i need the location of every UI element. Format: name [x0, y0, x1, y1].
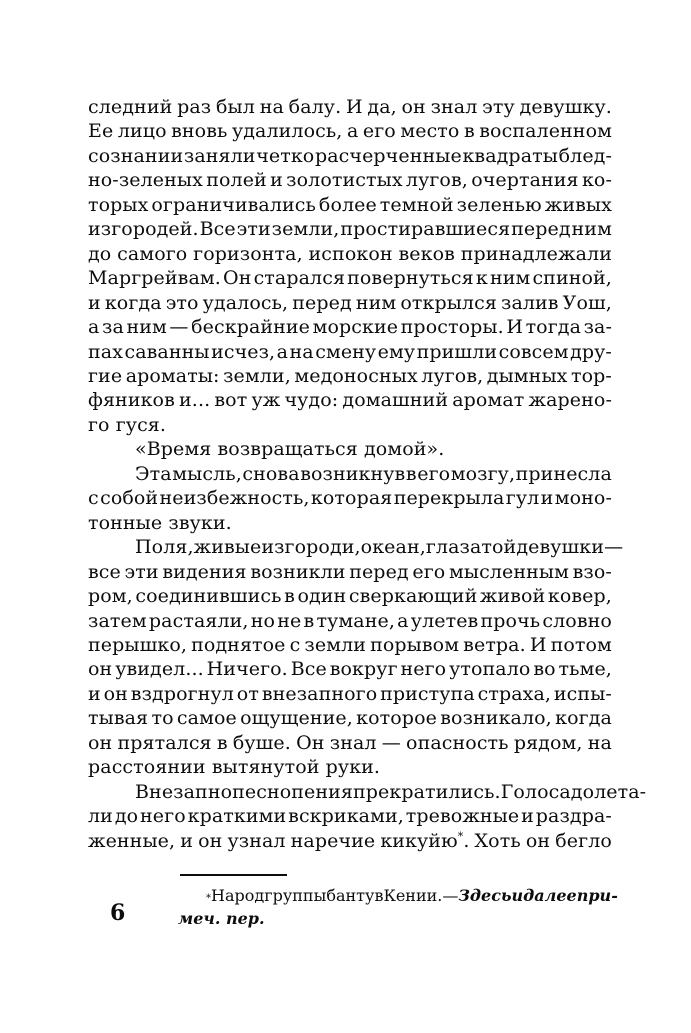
text-line	[88, 388, 612, 412]
word: более	[318, 193, 377, 216]
word: изгородей.	[88, 218, 199, 241]
word: лугов,	[405, 169, 468, 192]
text-line: «Время возвращаться домой».	[135, 438, 445, 461]
footnote-marker: *	[457, 829, 464, 843]
word: видения	[162, 560, 247, 583]
word: наречие	[290, 829, 376, 852]
word: за	[102, 316, 124, 339]
word: веков	[398, 242, 455, 265]
text-line	[88, 144, 612, 168]
word: живой	[479, 585, 546, 608]
word: перед	[511, 218, 571, 241]
text-line: го гуся.	[88, 413, 167, 436]
word: к	[475, 267, 488, 290]
word: просторы.	[400, 316, 504, 339]
word: ко-	[581, 169, 612, 192]
word: квадраты	[462, 144, 558, 167]
word: словно	[542, 609, 612, 632]
word: в	[463, 120, 475, 143]
word: чудо:	[284, 389, 339, 412]
word: перед	[292, 291, 352, 314]
word: и	[511, 886, 524, 905]
word: в	[374, 886, 384, 905]
word: ощущение,	[240, 707, 353, 730]
word: ним	[126, 316, 167, 339]
paragraph	[88, 95, 612, 437]
word: балу.	[288, 96, 342, 118]
word: ограничивались	[151, 193, 316, 216]
word: в	[405, 462, 417, 485]
word: тор-	[571, 364, 612, 387]
word: ему	[377, 340, 416, 363]
word: с	[289, 633, 301, 656]
footnote-segment: меч. пер.	[178, 908, 265, 928]
word: самое	[176, 707, 237, 730]
word: за-	[583, 316, 612, 339]
word: принадлежали	[460, 242, 612, 265]
word: мысль,	[172, 462, 242, 485]
word: место	[400, 120, 460, 143]
word: кикуйю*.	[380, 829, 470, 852]
word: неизбежность,	[159, 487, 310, 510]
word: земли	[304, 633, 367, 656]
word: Внезапно	[135, 780, 233, 803]
word: но	[250, 609, 276, 632]
word: эту	[482, 96, 515, 118]
word: когда	[104, 291, 162, 314]
word: Ничего.	[206, 658, 288, 681]
word: испокон	[308, 242, 393, 265]
text-line	[88, 706, 612, 730]
word: прятался	[117, 731, 212, 754]
word: живые	[193, 536, 262, 559]
text-line	[88, 315, 612, 339]
word: краткими	[187, 805, 287, 828]
text-line	[88, 95, 612, 119]
word: него	[140, 805, 186, 828]
word: медоносных	[294, 364, 418, 387]
text-line	[88, 804, 612, 828]
word: той	[481, 536, 517, 559]
word: ковер,	[547, 585, 612, 608]
text-line	[88, 486, 612, 510]
word: фяников	[88, 389, 175, 412]
word: спиной,	[532, 267, 612, 290]
paragraph	[88, 535, 624, 780]
text-line	[88, 584, 612, 608]
word: и	[521, 805, 534, 828]
word: ним	[571, 218, 612, 241]
word: а	[397, 609, 409, 632]
word: внезапного	[261, 682, 378, 705]
word: и	[270, 169, 283, 192]
word: следний	[88, 96, 173, 118]
word: от	[236, 682, 259, 705]
word: знал	[430, 96, 478, 118]
word: вздрогнул	[130, 682, 234, 705]
word: —	[442, 886, 459, 905]
word: при-	[576, 886, 618, 905]
word: мозгу,	[450, 462, 516, 485]
text-line	[88, 633, 612, 657]
word: с	[88, 487, 99, 510]
word: удалось,	[202, 291, 289, 314]
word: океан,	[360, 536, 426, 559]
word: он	[401, 96, 426, 118]
word: —	[169, 316, 189, 339]
word: четко	[256, 144, 315, 167]
word: простиравшиеся	[340, 218, 511, 241]
word: раздра-	[535, 805, 612, 828]
text-line	[88, 731, 612, 755]
word: земли,	[223, 364, 291, 387]
word: гие	[88, 364, 123, 387]
word: дру-	[570, 340, 612, 363]
word: он	[525, 829, 551, 852]
word: удалилось,	[231, 120, 343, 143]
word: его	[417, 462, 451, 485]
word: не	[277, 609, 302, 632]
paragraph	[88, 780, 647, 853]
word: эти	[124, 560, 159, 583]
word: вокруг	[329, 658, 398, 681]
word: испы-	[553, 682, 612, 705]
word: тумане,	[316, 609, 395, 632]
word: перышко,	[88, 633, 188, 656]
word: ром,	[88, 585, 133, 608]
word: ли	[88, 805, 113, 828]
word: темной	[379, 193, 454, 216]
text-line: расстоянии вытянутой руки.	[88, 756, 381, 779]
word: возникало,	[440, 707, 552, 730]
word: до	[88, 242, 112, 265]
word: а	[88, 316, 100, 339]
word: морские	[312, 316, 399, 339]
word: далее	[523, 886, 577, 905]
word: и	[88, 291, 101, 314]
text-line	[88, 535, 624, 559]
word: ним	[489, 267, 531, 290]
word: когда	[555, 707, 612, 730]
word: растаяли,	[148, 609, 249, 632]
word: смену	[315, 340, 377, 363]
word: гул	[505, 487, 540, 510]
footnote-line	[178, 908, 610, 931]
text-line	[88, 609, 612, 633]
word: пришли	[416, 340, 498, 363]
text-line	[88, 657, 612, 681]
word: него	[400, 658, 447, 681]
text-line	[88, 560, 612, 584]
word: тогда	[525, 316, 581, 339]
word: повернуться	[347, 267, 474, 290]
word: раз	[177, 96, 212, 118]
word: но-зеленых	[88, 169, 203, 192]
word: прочь	[480, 609, 541, 632]
word: до	[114, 805, 139, 828]
word: земли,	[271, 218, 340, 241]
word: он	[88, 658, 113, 681]
word: Кении.	[383, 886, 443, 905]
text-line	[88, 364, 612, 388]
word: на	[259, 96, 284, 118]
word: воспаленном	[479, 120, 612, 143]
word: возникнув	[300, 462, 406, 485]
word: —	[381, 731, 401, 754]
word: Он	[296, 731, 325, 754]
word: тревожные	[405, 805, 520, 828]
text-line	[88, 829, 612, 853]
word: сверкающий	[348, 585, 478, 608]
word: Он	[223, 267, 252, 290]
text-line	[88, 780, 647, 804]
word: узнал	[227, 829, 286, 852]
word: —	[604, 536, 624, 559]
text-line	[88, 193, 612, 217]
word: старался	[253, 267, 346, 290]
word: он	[88, 731, 113, 754]
word: открылся	[400, 291, 497, 314]
word: снова	[242, 462, 300, 485]
word: глаза	[425, 536, 482, 559]
word: И	[345, 96, 363, 118]
footnote-separator-rule	[180, 874, 287, 876]
word: а	[346, 120, 359, 143]
word: моно-	[554, 487, 612, 510]
word: долета-	[570, 780, 647, 803]
word: горизонта,	[193, 242, 303, 265]
word: да,	[367, 96, 397, 118]
word: которое	[356, 707, 437, 730]
word: его	[412, 560, 446, 583]
word: мысленным	[448, 560, 569, 583]
word: вскриками,	[288, 805, 404, 828]
word: песнопения	[232, 780, 354, 803]
word: Маргрейвам.	[88, 267, 221, 290]
word: очертания	[471, 169, 579, 192]
word: был	[216, 96, 255, 118]
word: саванны	[124, 340, 210, 363]
word: эти	[236, 218, 271, 241]
word: Эта	[135, 462, 172, 485]
word: ним	[355, 291, 397, 314]
word: ароматы:	[125, 364, 220, 387]
text-line: тонные звуки.	[88, 511, 232, 534]
word: ветра.	[463, 633, 526, 656]
text-line	[88, 682, 612, 706]
word: перед	[349, 560, 409, 583]
word: женные,	[88, 829, 176, 852]
word: затем	[88, 609, 147, 632]
word: сознании	[88, 144, 184, 167]
word: на	[289, 340, 314, 363]
text-line	[88, 266, 612, 290]
word: исчез,	[211, 340, 276, 363]
word: залив	[500, 291, 559, 314]
text-line	[88, 291, 612, 315]
word: которая	[310, 487, 393, 510]
word: домашний	[342, 389, 449, 412]
word: И	[506, 316, 523, 339]
word: и	[540, 487, 554, 510]
word: аромат	[452, 389, 525, 412]
word: перекрыла	[393, 487, 505, 510]
word: то	[151, 707, 174, 730]
word: поднятое	[191, 633, 286, 656]
word: Поля,	[135, 536, 194, 559]
word: страха,	[477, 682, 552, 705]
word: лугов,	[421, 364, 484, 387]
word: Все	[199, 218, 236, 241]
word: возникли	[250, 560, 346, 583]
word: собой	[100, 487, 159, 510]
word: Хоть	[474, 829, 521, 852]
word: жарено-	[528, 389, 612, 412]
word: блед-	[558, 144, 612, 167]
word: его	[362, 120, 396, 143]
word: вот	[214, 389, 248, 412]
word: Все	[290, 658, 327, 681]
word: совсем	[498, 340, 569, 363]
text-line	[88, 340, 612, 364]
word: девушки	[516, 536, 605, 559]
word: один	[297, 585, 347, 608]
word: вновь	[171, 120, 228, 143]
word: в	[284, 585, 295, 608]
word: взо-	[572, 560, 612, 583]
word: зеленью	[456, 193, 542, 216]
word: порывом	[370, 633, 460, 656]
word: тьме,	[558, 658, 612, 681]
word: Народ	[211, 886, 265, 905]
word: Голоса	[500, 780, 571, 803]
word: Ее	[88, 120, 114, 143]
word: девушку.	[519, 96, 612, 118]
main-text-block	[88, 95, 647, 853]
word: изгороди,	[261, 536, 361, 559]
word: опасность	[406, 731, 509, 754]
word: и	[180, 829, 193, 852]
word: на	[587, 731, 612, 754]
word: это	[165, 291, 199, 314]
word: золотистых	[286, 169, 403, 192]
paragraph	[88, 462, 612, 535]
text-line	[88, 168, 612, 192]
word: уж	[251, 389, 281, 412]
word: рядом,	[513, 731, 583, 754]
text-line	[88, 462, 612, 486]
word: бегло	[555, 829, 612, 852]
word: в	[303, 609, 315, 632]
word: он	[103, 682, 128, 705]
page-number: 6	[110, 900, 126, 926]
word: а	[276, 340, 289, 363]
word: улетев	[410, 609, 479, 632]
word: И	[529, 633, 547, 656]
word: соединившись	[135, 585, 282, 608]
word: и	[88, 682, 101, 705]
word: все	[88, 560, 121, 583]
word: во	[533, 658, 556, 681]
word: живых	[544, 193, 612, 216]
word: торых	[88, 193, 149, 216]
word: утопало	[449, 658, 531, 681]
word: принесла	[515, 462, 612, 485]
word: в	[216, 731, 228, 754]
word: бескрайние	[191, 316, 311, 339]
word: и...	[179, 389, 211, 412]
footnote	[178, 885, 618, 930]
word: буше.	[232, 731, 291, 754]
word: увидел...	[115, 658, 204, 681]
word: расчерченные	[314, 144, 462, 167]
footnote-line: * Народ группы банту в Кении. — Здесь и далее при-	[178, 885, 610, 908]
word: прекратились.	[353, 780, 501, 803]
word: группы	[264, 886, 327, 905]
word: тывая	[88, 707, 149, 730]
text-line	[88, 217, 612, 241]
text-line	[88, 119, 612, 143]
word: Уош,	[562, 291, 612, 314]
word: самого	[117, 242, 188, 265]
word: приступа	[380, 682, 475, 705]
word: потом	[550, 633, 612, 656]
paragraph	[88, 437, 612, 461]
word: банту	[326, 886, 375, 905]
word: Здесь	[458, 886, 512, 905]
word: дымных	[486, 364, 568, 387]
word: заняли	[183, 144, 256, 167]
word: знал	[329, 731, 377, 754]
word: лицо	[117, 120, 167, 143]
word: пах	[88, 340, 124, 363]
text-line	[88, 242, 612, 266]
word: полей	[206, 169, 267, 192]
word: он	[198, 829, 223, 852]
